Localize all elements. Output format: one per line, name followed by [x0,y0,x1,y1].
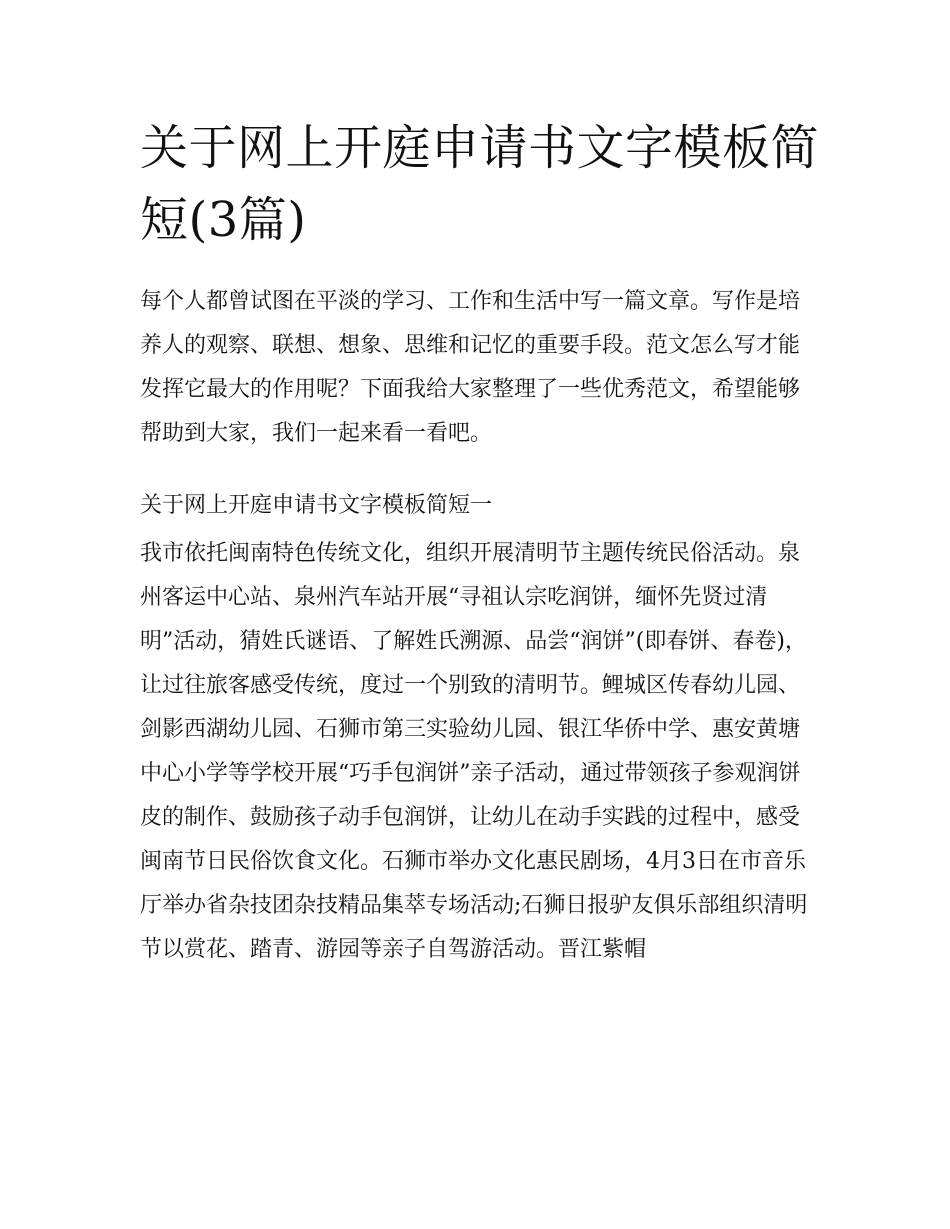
body-paragraph: 我市依托闽南特色传统文化，组织开展清明节主题传统民俗活动。泉州客运中心站、泉州汽车站开展“寻祖认宗吃润饼，缅怀先贤过清明”活动，猜姓氏谜语、了解姓氏溯源、品尝“润饼”(即春饼、春卷)，让过往旅客感受传统，度过一个别致的清明节。鲤城区传春幼儿园、剑影西湖幼儿园、石狮市第三实验幼儿园、银江华侨中学、惠安黄塘中心小学等学校开展“巧手包润饼”亲子活动，通过带领孩子参观润饼皮的制作、鼓励孩子动手包润饼，让幼儿在动手实践的过程中，感受闽南节日民俗饮食文化。石狮市举办文化惠民剧场，4月3日在市音乐厅举办省杂技团杂技精品集萃专场活动;石狮日报驴友俱乐部组织清明节以赏花、踏青、游园等亲子自驾游活动。晋江紫帽 [140,541,808,962]
document-title: 关于网上开庭申请书文字模板简短(3篇) [140,120,820,248]
section-heading: 关于网上开庭申请书文字模板简短一 [140,493,493,518]
intro-paragraph: 每个人都曾试图在平淡的学习、工作和生活中写一篇文章。写作是培养人的观察、联想、想象、思维和记忆的重要手段。范文怎么写才能发挥它最大的作用呢？下面我给大家整理了一些优秀范文，希望能够帮助到大家，我们一起来看一看吧。 [140,289,801,446]
